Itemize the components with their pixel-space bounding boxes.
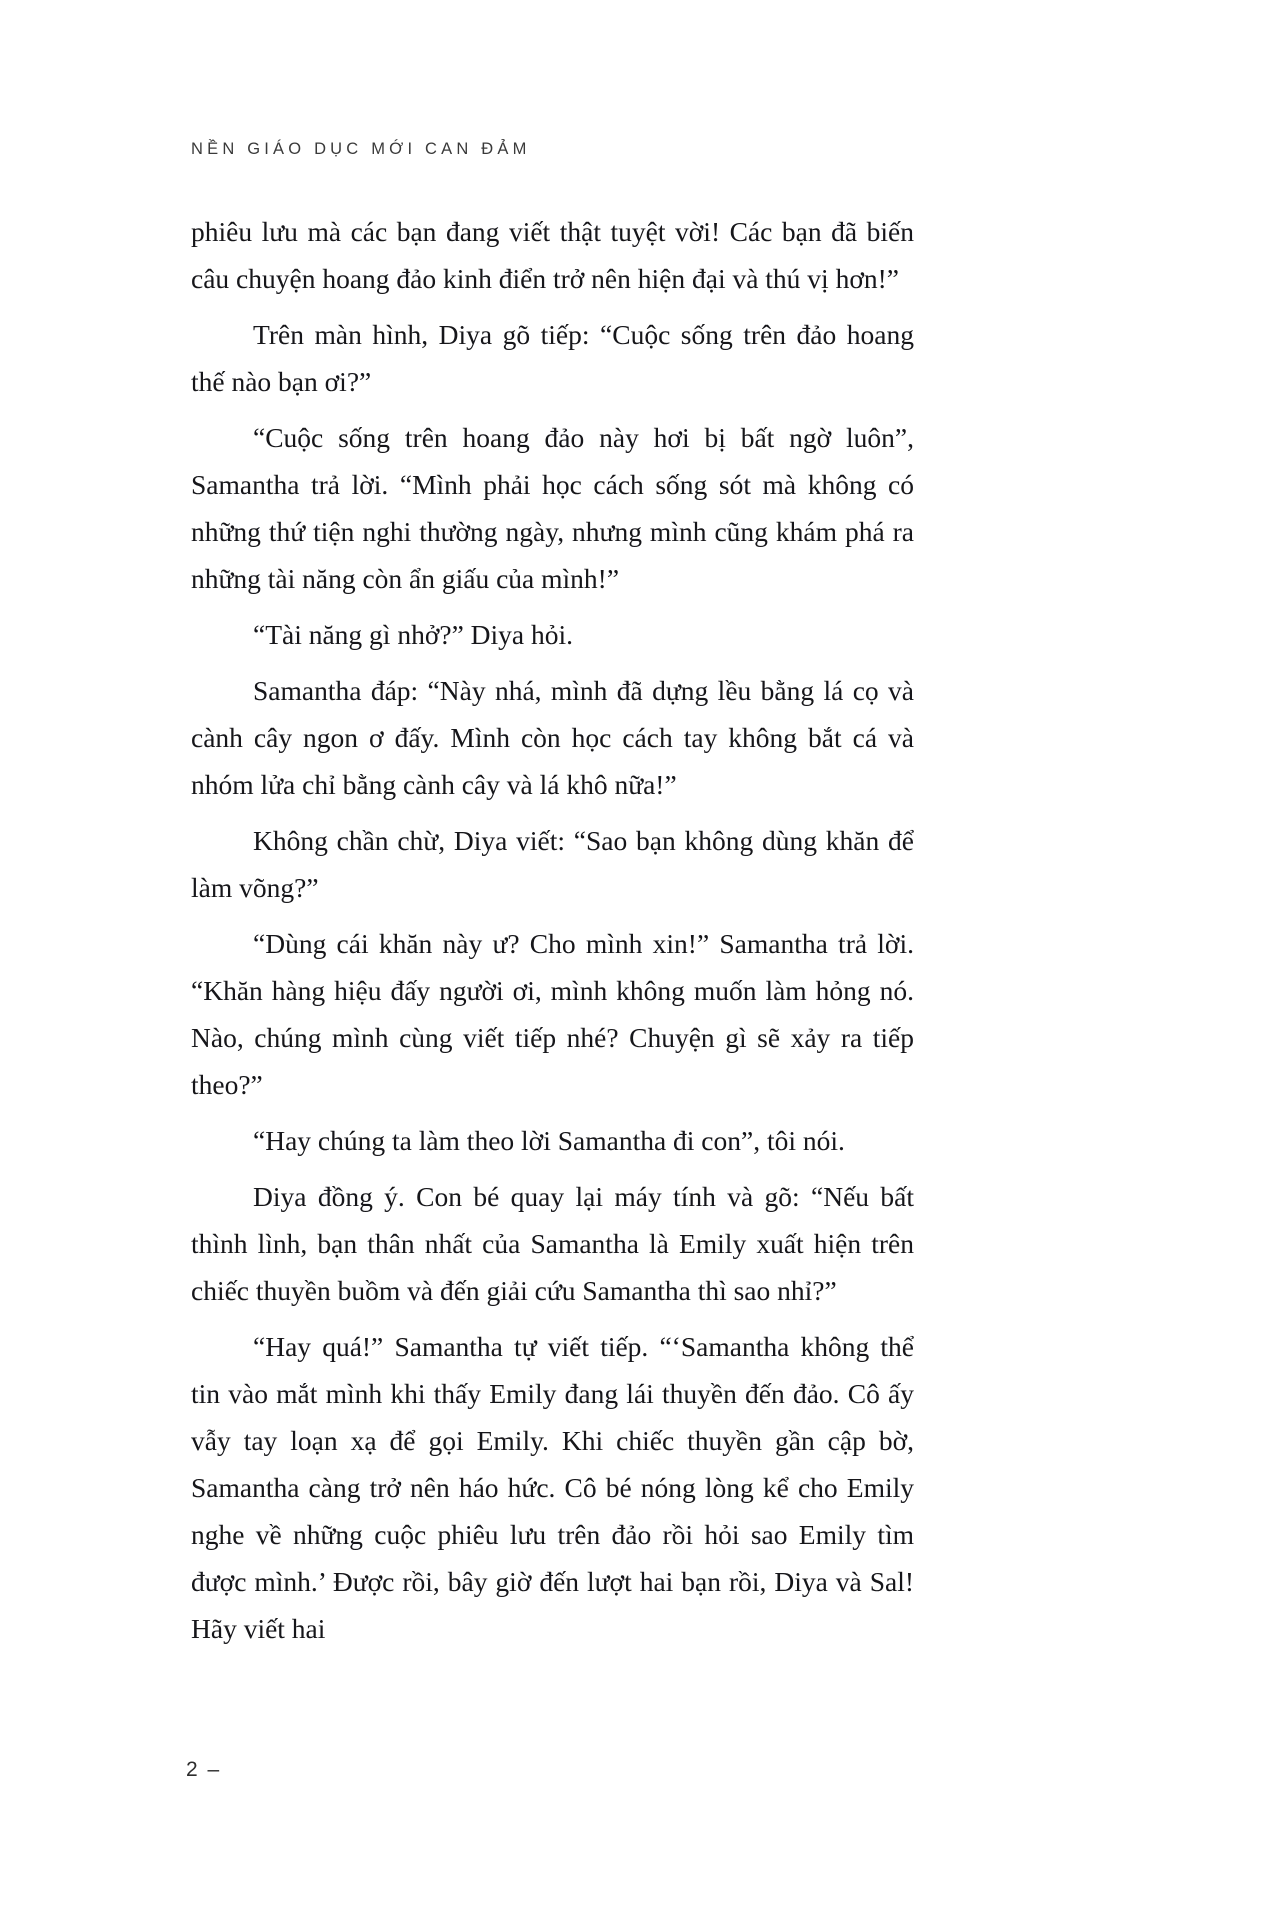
paragraph: Không chần chừ, Diya viết: “Sao bạn không dùng khăn để làm võng?” (191, 825, 914, 903)
paragraph: “Hay chúng ta làm theo lời Samantha đi con”, tôi nói. (253, 1125, 845, 1156)
paragraph: Samantha đáp: “Này nhá, mình đã dựng lều bằng lá cọ và cành cây ngon ơ đấy. Mình còn học cách tay không bắt cá và nhóm lửa chỉ bằng cành cây và lá khô nữa!” (191, 675, 914, 800)
paragraph: “Cuộc sống trên hoang đảo này hơi bị bất ngờ luôn”, Samantha trả lời. “Mình phải học cách sống sót mà không có những thứ tiện nghi thường ngày, nhưng mình cũng khám phá ra những tài năng còn ẩn giấu của mình!” (191, 422, 914, 594)
paragraph: “Tài năng gì nhở?” Diya hỏi. (253, 619, 573, 650)
paragraph: “Hay quá!” Samantha tự viết tiếp. “‘Samantha không thể tin vào mắt mình khi thấy Emily đang lái thuyền đến đảo. Cô ấy vẫy tay loạn xạ để gọi Emily. Khi chiếc thuyền gần cập bờ, Samantha càng trở nên háo hức. Cô bé nóng lòng kể cho Emily nghe về những cuộc phiêu lưu trên đảo rồi hỏi sao Emily tìm được mình.’ Được rồi, bây giờ đến lượt hai bạn rồi, Diya và Sal! Hãy viết hai (191, 1331, 914, 1644)
paragraph: Diya đồng ý. Con bé quay lại máy tính và gõ: “Nếu bất thình lình, bạn thân nhất của Samantha là Emily xuất hiện trên chiếc thuyền buồm và đến giải cứu Samantha thì sao nhỉ?” (191, 1181, 914, 1306)
paragraph: Trên màn hình, Diya gõ tiếp: “Cuộc sống trên đảo hoang thế nào bạn ơi?” (191, 319, 914, 397)
running-head: NỀN GIÁO DỤC MỚI CAN ĐẢM (191, 140, 531, 158)
body-text-column (191, 208, 914, 1661)
paragraph: phiêu lưu mà các bạn đang viết thật tuyệt vời! Các bạn đã biến câu chuyện hoang đảo kinh điển trở nên hiện đại và thú vị hơn!” (191, 216, 914, 294)
page-number: 2 – (186, 1758, 222, 1781)
paragraph: “Dùng cái khăn này ư? Cho mình xin!” Samantha trả lời. “Khăn hàng hiệu đấy người ơi, mình không muốn làm hỏng nó. Nào, chúng mình cùng viết tiếp nhé? Chuyện gì sẽ xảy ra tiếp theo?” (191, 928, 914, 1100)
